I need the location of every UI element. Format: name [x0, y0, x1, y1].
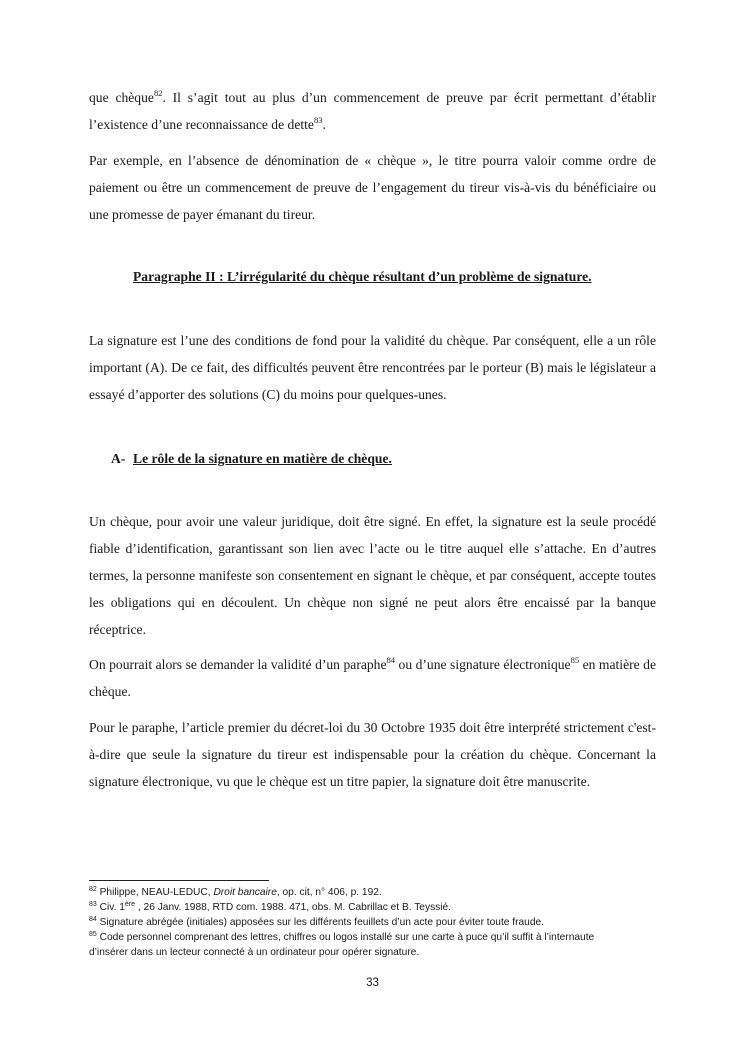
- footnote-text: Civ. 1: [96, 902, 125, 913]
- footnote-number: 83: [89, 901, 97, 908]
- paragraph-role-signature: Un chèque, pour avoir une valeur juridique, doit être signé. En effet, la signature est la seule procédé fiable d’identification, garantissant son lien avec l’acte ou le titre auquel elle s’attache. En d’autres termes, la personne manifeste son consentement en signant le chèque, et par conséquent, accepte toutes les obligations qui en découlent. Un chèque non signé ne peut alors être encaissé par la banque réceptrice.: [89, 514, 656, 637]
- footnote-85: [89, 930, 629, 960]
- footnote-ref-83[interactable]: 83: [313, 115, 323, 125]
- footnote-text: , 26 Janv. 1988, RTD com. 1988. 471, obs. M. Cabrillac et B. Teyssié.: [135, 902, 452, 913]
- footnote-84: [89, 915, 629, 930]
- paragraph-example: Par exemple, en l’absence de dénomination de « chèque », le titre pourra valoir comme ordre de paiement ou être un commencement de preuve de l’engagement du tireur vis-à-vis du bénéficiaire ou une promesse de payer émanant du tireur.: [89, 153, 656, 222]
- footnote-book-title: Droit bancaire: [213, 887, 277, 898]
- paragraph-paraphe-question: [89, 651, 656, 705]
- p1-text-b: . Il s’agit tout au plus d’un commencement de preuve par écrit permettant d’établir l’existence d’une reconnaissance de dette: [89, 90, 656, 132]
- paragraph-intro-signature: La signature est l’une des conditions de fond pour la validité du chèque. Par conséquent, elle a un rôle important (A). De ce fait, des difficultés peuvent être rencontrées par le porteur (B) mais le législateur a essayé d’apporter des solutions (C) du moins pour quelques-unes.: [89, 333, 656, 402]
- footnotes: [89, 885, 629, 960]
- subsection-heading-a: [111, 449, 392, 469]
- footnote-text: , op. cit, n° 406, p. 192.: [276, 887, 382, 898]
- footnote-text: Code personnel comprenant des lettres, chiffres ou logos installé sur une carte à puce qu’il suffit à l’internaute d’insérer dans un lecteur connecté à un ordinateur pour opérer signature.: [89, 932, 595, 958]
- subsection-letter: A-: [111, 451, 126, 466]
- p5-text-b: ou d’une signature électronique: [395, 657, 571, 672]
- footnote-ref-84[interactable]: 84: [386, 655, 396, 665]
- footnote-separator: [89, 880, 269, 881]
- paragraph-continuation: [89, 84, 656, 138]
- paragraph-paraphe-answer: Pour le paraphe, l’article premier du décret-loi du 30 Octobre 1935 doit être interprété strictement c'est-à-dire que seule la signature du tireur est indispensable pour la création du chèque. Concernant la signature électronique, vu que le chèque est un titre papier, la signature doit être manuscrite.: [89, 720, 656, 789]
- subsection-title: Le rôle de la signature en matière de chèque.: [133, 451, 392, 466]
- section-heading-paragraph-ii: [133, 267, 653, 287]
- footnote-82: [89, 885, 629, 900]
- footnote-number: 84: [89, 916, 97, 923]
- p5-text-c: en matière de chèque.: [89, 657, 656, 699]
- footnote-ref-82[interactable]: 82: [153, 88, 163, 98]
- section-heading-paragraph-ii-text: Paragraphe II : L’irrégularité du chèque résultant d’un problème de signature.: [133, 269, 592, 284]
- p5-text-a: On pourrait alors se demander la validité d’un paraphe: [89, 657, 387, 672]
- p1-text-a: que chèque: [89, 90, 154, 105]
- p1-text-c: .: [322, 117, 326, 132]
- footnote-number: 85: [89, 931, 97, 938]
- footnote-83: [89, 900, 629, 915]
- footnote-number: 82: [89, 886, 97, 893]
- footnote-text: Philippe, NEAU-LEDUC,: [96, 887, 214, 898]
- footnote-ordinal: ère: [124, 901, 136, 908]
- footnote-text: Signature abrégée (initiales) apposées sur les différents feuillets d’un acte pour éviter toute fraude.: [96, 917, 544, 928]
- footnote-ref-85[interactable]: 85: [570, 655, 580, 665]
- page-number: 33: [366, 977, 379, 989]
